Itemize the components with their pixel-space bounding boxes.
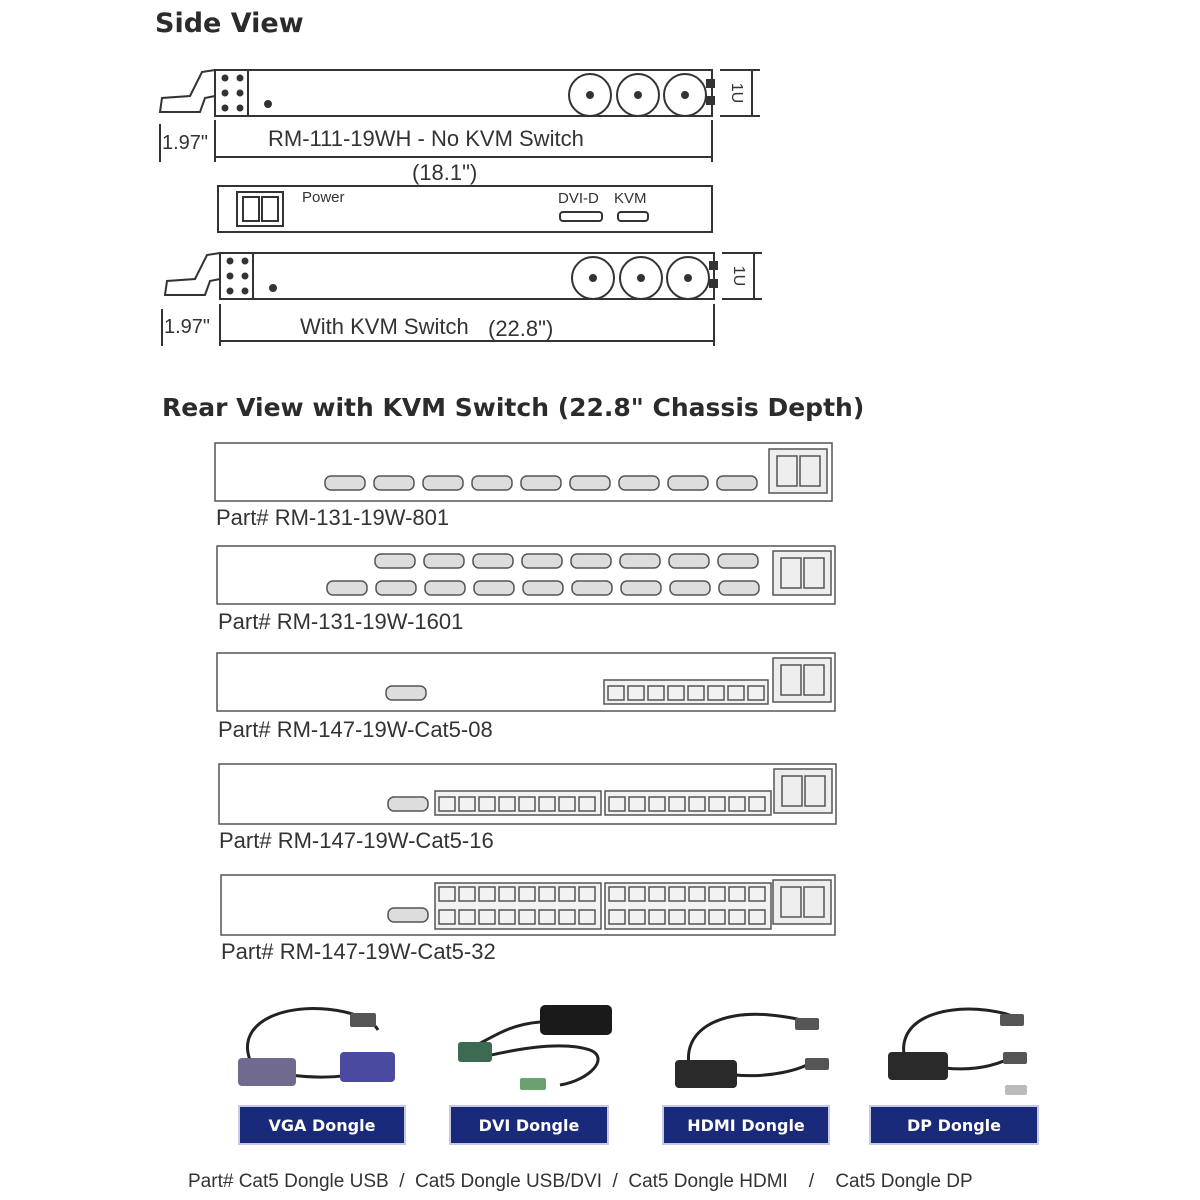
unit-2-height: 1U (730, 265, 748, 287)
unit-1-depth: (18.1") (412, 160, 478, 185)
part-label-cat5-32: Part# RM-147-19W-Cat5-32 (221, 939, 496, 964)
panel-rm-147-19w-cat5-16 (219, 764, 836, 824)
vga-dongle-picture (238, 1009, 395, 1086)
dp-dongle-picture (888, 1009, 1027, 1095)
part-label-cat5-16: Part# RM-147-19W-Cat5-16 (219, 828, 494, 853)
unit-2-label: With KVM Switch (300, 314, 469, 339)
dp-dongle-label: DP Dongle (869, 1105, 1039, 1145)
part-label-1601: Part# RM-131-19W-1601 (218, 609, 464, 634)
dvi-dongle-picture (458, 1005, 612, 1090)
dongle-parts-footer: Part# Cat5 Dongle USB / Cat5 Dongle USB/DVI / Cat5 Dongle HDMI / Cat5 Dongle DP (188, 1171, 973, 1192)
panel-rm-131-19w-1601 (217, 546, 835, 604)
panel-rm-147-19w-cat5-32 (221, 875, 835, 935)
unit-1-height: 1U (728, 82, 746, 104)
panel-power-label: Power (302, 189, 345, 206)
panel-kvm-label: KVM (614, 190, 647, 207)
unit-1-label: RM-111-19WH - No KVM Switch (268, 126, 584, 151)
unit-1-front-dimension: 1.97" (162, 132, 209, 154)
part-label-801: Part# RM-131-19W-801 (216, 505, 450, 530)
unit-2-depth: (22.8") (488, 316, 554, 341)
hdmi-dongle-picture (675, 1014, 829, 1088)
panel-rm-147-19w-cat5-08 (217, 653, 835, 711)
vga-dongle-label: VGA Dongle (238, 1105, 406, 1145)
panel-dvi-label: DVI-D (558, 190, 599, 207)
side-view-title: Side View (155, 8, 304, 39)
panel-rm-131-19w-801 (215, 443, 832, 501)
unit-2-front-dimension: 1.97" (164, 316, 211, 338)
hdmi-dongle-label: HDMI Dongle (662, 1105, 830, 1145)
part-label-cat5-08: Part# RM-147-19W-Cat5-08 (218, 717, 493, 742)
rear-view-title: Rear View with KVM Switch (22.8" Chassis Depth) (162, 393, 865, 422)
dvi-dongle-label: DVI Dongle (449, 1105, 609, 1145)
